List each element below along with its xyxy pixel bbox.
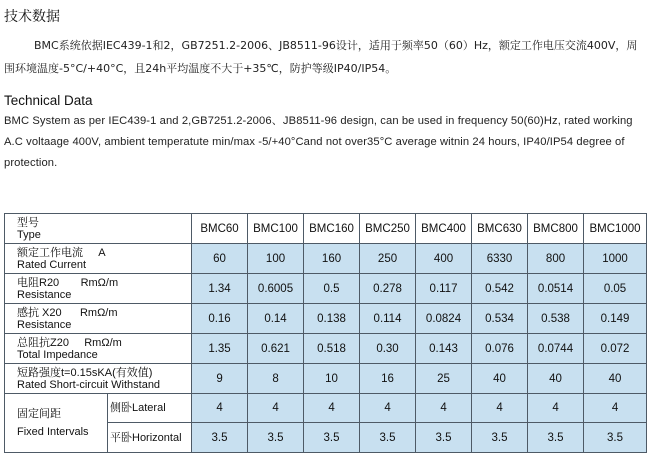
table-cell: 1.35: [192, 334, 248, 364]
table-cell: 3.5: [584, 423, 647, 453]
table-cell: 10: [304, 364, 360, 394]
table-row-fixed-lateral: [5, 394, 647, 423]
table-cell: 0.538: [528, 304, 584, 334]
row-label-en: Rated Short-circuit Withstand: [17, 378, 161, 391]
row-label-cn: 额定工作电流 A: [17, 246, 106, 259]
english-heading: Technical Data: [4, 93, 93, 108]
horizontal-label: 平卧Horizontal: [108, 423, 192, 453]
type-label-en: Type: [17, 228, 41, 241]
model-header: BMC160: [304, 214, 360, 244]
fixed-label-cn: 固定间距: [17, 408, 61, 420]
table-cell: 40: [472, 364, 528, 394]
table-cell: 3.5: [192, 423, 248, 453]
table-row-resistance: [5, 274, 647, 304]
table-cell: 0.0744: [528, 334, 584, 364]
row-label-cn: 电阻R20 RmΩ/m: [17, 276, 119, 289]
table-cell: 0.138: [304, 304, 360, 334]
row-label-en: Rated Current: [17, 258, 87, 271]
table-cell: 3.5: [472, 423, 528, 453]
table-cell: 1000: [584, 244, 647, 274]
model-header: BMC60: [192, 214, 248, 244]
table-cell: 6330: [472, 244, 528, 274]
table-cell: 100: [248, 244, 304, 274]
table-row-short-circuit: [5, 364, 647, 394]
table-cell: 0.542: [472, 274, 528, 304]
table-cell: 0.114: [360, 304, 416, 334]
row-label: [5, 274, 192, 304]
table-cell: 3.5: [360, 423, 416, 453]
type-label-cn: 型号: [17, 216, 39, 229]
table-cell: 250: [360, 244, 416, 274]
table-cell: 4: [472, 394, 528, 423]
table-cell: 0.5: [304, 274, 360, 304]
row-label: [5, 304, 192, 334]
row-label-cn: 总阻抗Z20 RmΩ/m: [17, 336, 122, 349]
table-cell: 9: [192, 364, 248, 394]
table-header-row: [5, 214, 647, 244]
table-cell: 40: [528, 364, 584, 394]
fixed-intervals-label: [5, 394, 108, 453]
table-cell: 800: [528, 244, 584, 274]
row-label-cn: 短路强度t=0.15sKA(有效值): [17, 366, 153, 379]
chinese-paragraph: BMC系统依据IEC439-1和2，GB7251.2-2006、JB8511-96设计，适用于频率50（60）Hz，额定工作电压交流400V，周围环境温度-5°C/+40°C，且24h平均温度不大于+35℃，防护等级IP40/IP54。: [4, 39, 638, 75]
row-label-en: Total Impedance: [17, 348, 98, 361]
table-cell: 60: [192, 244, 248, 274]
table-cell: 0.072: [584, 334, 647, 364]
table-cell: 0.621: [248, 334, 304, 364]
table-cell: 0.16: [192, 304, 248, 334]
table-cell: 25: [416, 364, 472, 394]
table-cell: 160: [304, 244, 360, 274]
model-header: BMC400: [416, 214, 472, 244]
table-cell: 0.076: [472, 334, 528, 364]
row-label-cn: 感抗 X20 RmΩ/m: [17, 306, 118, 319]
table-row-total-impedance: [5, 334, 647, 364]
table-cell: 0.143: [416, 334, 472, 364]
table-cell: 0.05: [584, 274, 647, 304]
row-label: [5, 364, 192, 394]
row-label-en: Resistance: [17, 318, 72, 331]
table-cell: 1.34: [192, 274, 248, 304]
table-cell: 0.117: [416, 274, 472, 304]
table-cell: 16: [360, 364, 416, 394]
chinese-heading: 技术数据: [4, 9, 60, 25]
table-cell: 0.518: [304, 334, 360, 364]
table-cell: 3.5: [304, 423, 360, 453]
table-cell: 3.5: [248, 423, 304, 453]
spec-table: [4, 213, 647, 453]
table-cell: 4: [192, 394, 248, 423]
table-row-rated-current: [5, 244, 647, 274]
table-row-reactance: [5, 304, 647, 334]
table-cell: 4: [528, 394, 584, 423]
table-cell: 4: [416, 394, 472, 423]
table-cell: 3.5: [528, 423, 584, 453]
type-header-cell: [5, 214, 192, 244]
table-cell: 0.0514: [528, 274, 584, 304]
table-cell: 4: [584, 394, 647, 423]
table-cell: 8: [248, 364, 304, 394]
table-cell: 4: [304, 394, 360, 423]
table-cell: 400: [416, 244, 472, 274]
table-cell: 3.5: [416, 423, 472, 453]
table-cell: 0.534: [472, 304, 528, 334]
table-cell: 4: [360, 394, 416, 423]
table-cell: 0.0824: [416, 304, 472, 334]
row-label-en: Resistance: [17, 288, 72, 301]
model-header: BMC1000: [584, 214, 647, 244]
model-header: BMC100: [248, 214, 304, 244]
row-label: [5, 334, 192, 364]
model-header: BMC800: [528, 214, 584, 244]
fixed-label-en: Fixed Intervals: [17, 426, 89, 438]
table-cell: 40: [584, 364, 647, 394]
table-cell: 0.149: [584, 304, 647, 334]
model-header: BMC250: [360, 214, 416, 244]
table-cell: 0.6005: [248, 274, 304, 304]
lateral-label: 侧卧Lateral: [108, 394, 192, 423]
row-label: [5, 244, 192, 274]
table-cell: 0.14: [248, 304, 304, 334]
table-cell: 0.278: [360, 274, 416, 304]
english-paragraph: BMC System as per IEC439-1 and 2,GB7251.2-2006、JB8511-96 design, can be used in frequency 50(60)Hz, rated working A.C voltaage 400V, ambient temperatute min/max -5/+40°Cand not over35°C average witnin 24 hours, IP40/IP54 degree of protection.: [4, 115, 633, 169]
model-header: BMC630: [472, 214, 528, 244]
table-cell: 0.30: [360, 334, 416, 364]
table-cell: 4: [248, 394, 304, 423]
